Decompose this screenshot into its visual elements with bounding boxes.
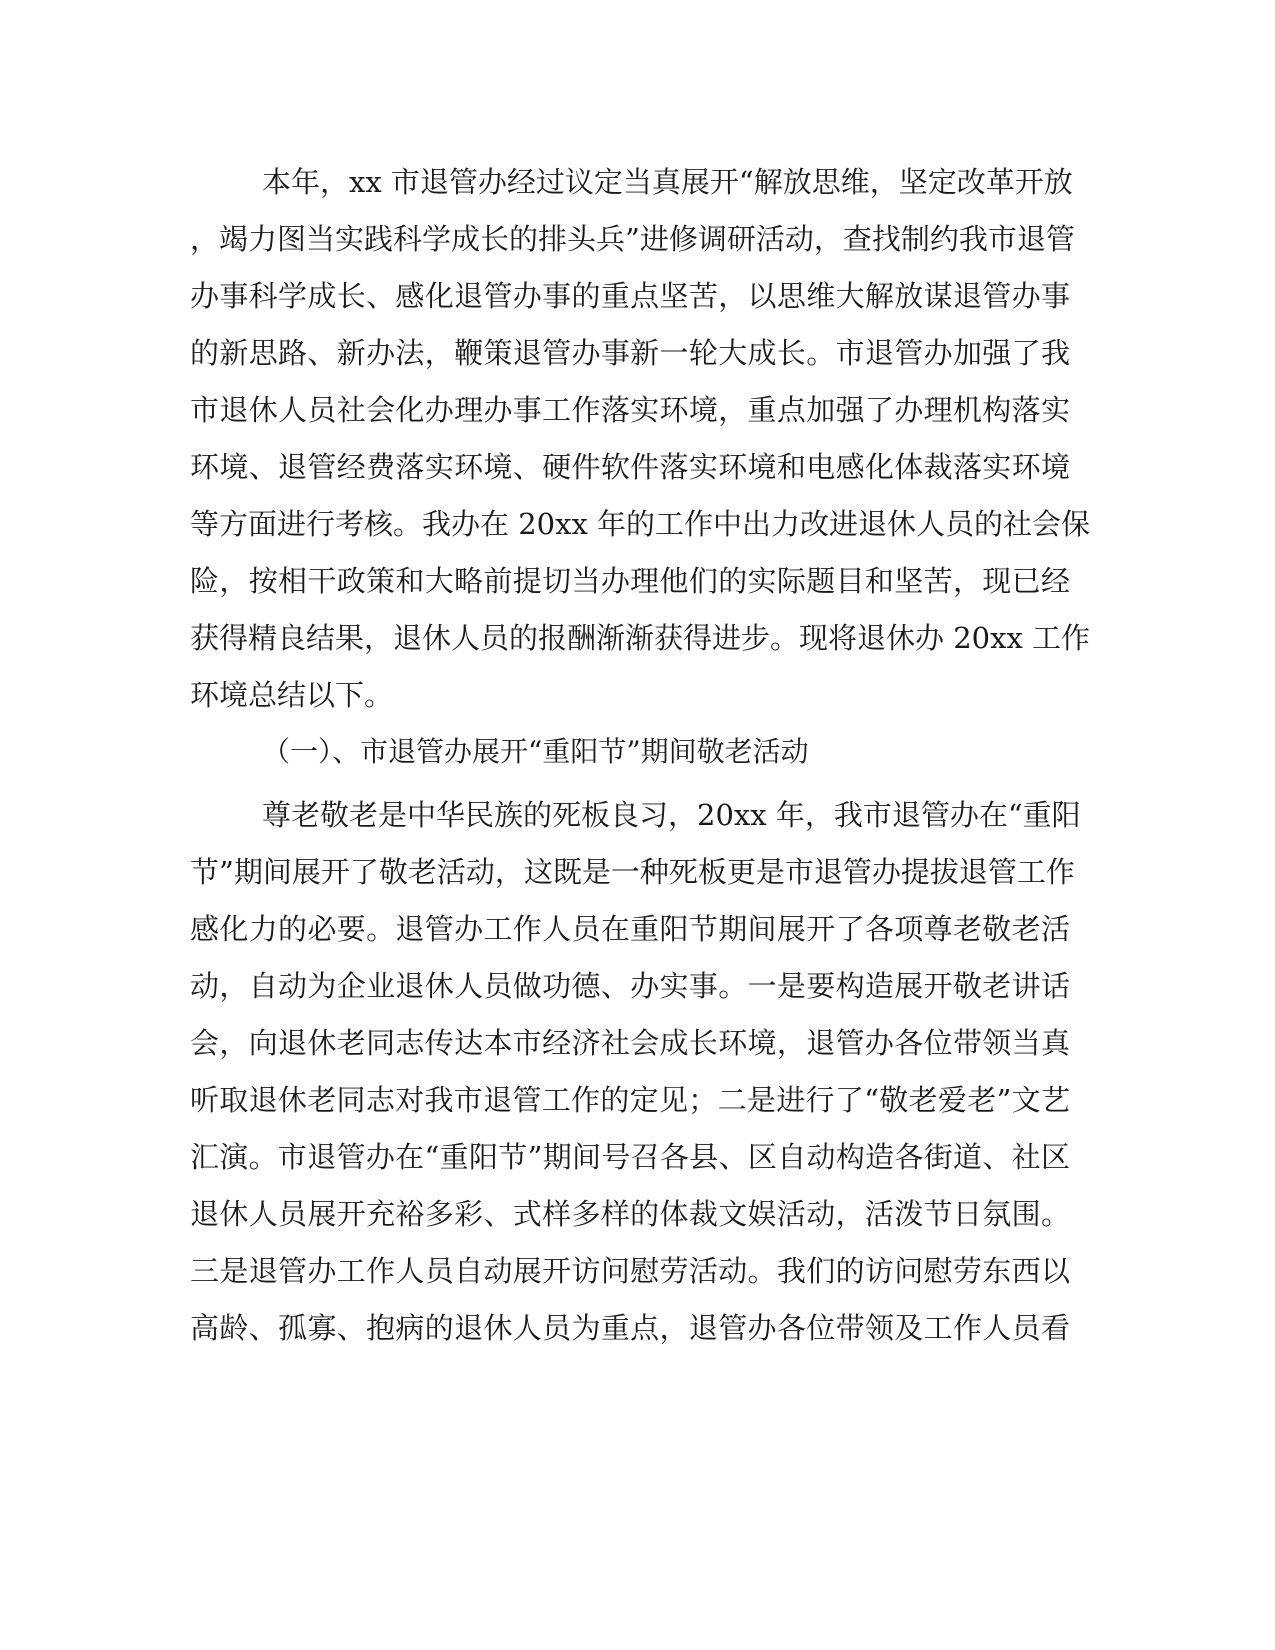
paragraph-1-line-6: 环境、退管经费落实环境、硬件软件落实环境和电感化体裁落实环境 bbox=[190, 450, 1070, 484]
paragraph-1-line-9: 获得精良结果，退休人员的报酬渐渐获得进步。现将退休办 20xx 工作 bbox=[190, 621, 1091, 655]
paragraph-2-line-5: 会，向退休老同志传达本市经济社会成长环境，退管办各位带领当真 bbox=[190, 1026, 1070, 1060]
paragraph-2-line-6: 听取退休老同志对我市退管工作的定见；二是进行了“敬老爱老”文艺 bbox=[190, 1083, 1070, 1117]
paragraph-2-line-3: 感化力的必要。退管办工作人员在重阳节期间展开了各项尊老敬老活 bbox=[190, 912, 1070, 946]
paragraph-2-line-1: 尊老敬老是中华民族的死板良习，20xx 年，我市退管办在“重阳 bbox=[262, 798, 1081, 832]
paragraph-2-line-8: 退休人员展开充裕多彩、式样多样的体裁文娱活动，活泼节日氛围。 bbox=[190, 1197, 1070, 1231]
paragraph-1-line-4: 的新思路、新办法，鞭策退管办事新一轮大成长。市退管办加强了我 bbox=[190, 336, 1070, 370]
paragraph-1-line-7: 等方面进行考核。我办在 20xx 年的工作中出力改进退休人员的社会保 bbox=[190, 507, 1091, 541]
paragraph-2-line-4: 动，自动为企业退休人员做功德、办实事。一是要构造展开敬老讲话 bbox=[190, 969, 1070, 1003]
paragraph-2-line-9: 三是退管办工作人员自动展开访问慰劳活动。我们的访问慰劳东西以 bbox=[190, 1254, 1070, 1288]
section-heading: （一）、市退管办展开“重阳节”期间敬老活动 bbox=[262, 735, 809, 768]
paragraph-2-line-2: 节”期间展开了敬老活动，这既是一种死板更是市退管办提拔退管工作 bbox=[190, 855, 1075, 889]
paragraph-1-line-1: 本年，xx 市退管办经过议定当真展开“解放思维，坚定改革开放 bbox=[262, 165, 1073, 199]
paragraph-1-line-5: 市退休人员社会化办理办事工作落实环境，重点加强了办理机构落实 bbox=[190, 393, 1070, 427]
paragraph-2-line-7: 汇演。市退管办在“重阳节”期间号召各县、区自动构造各街道、社区 bbox=[190, 1140, 1070, 1174]
paragraph-1-line-2: ，竭力图当实践科学成长的排头兵”进修调研活动，查找制约我市退管 bbox=[190, 222, 1075, 256]
paragraph-1-line-3: 办事科学成长、感化退管办事的重点坚苦，以思维大解放谋退管办事 bbox=[190, 279, 1070, 313]
paragraph-2-line-10: 高龄、孤寡、抱病的退休人员为重点，退管办各位带领及工作人员看 bbox=[190, 1311, 1070, 1345]
paragraph-1-line-8: 险，按相干政策和大略前提切当办理他们的实际题目和坚苦，现已经 bbox=[190, 564, 1070, 598]
paragraph-1-line-10: 环境总结以下。 bbox=[190, 678, 394, 712]
